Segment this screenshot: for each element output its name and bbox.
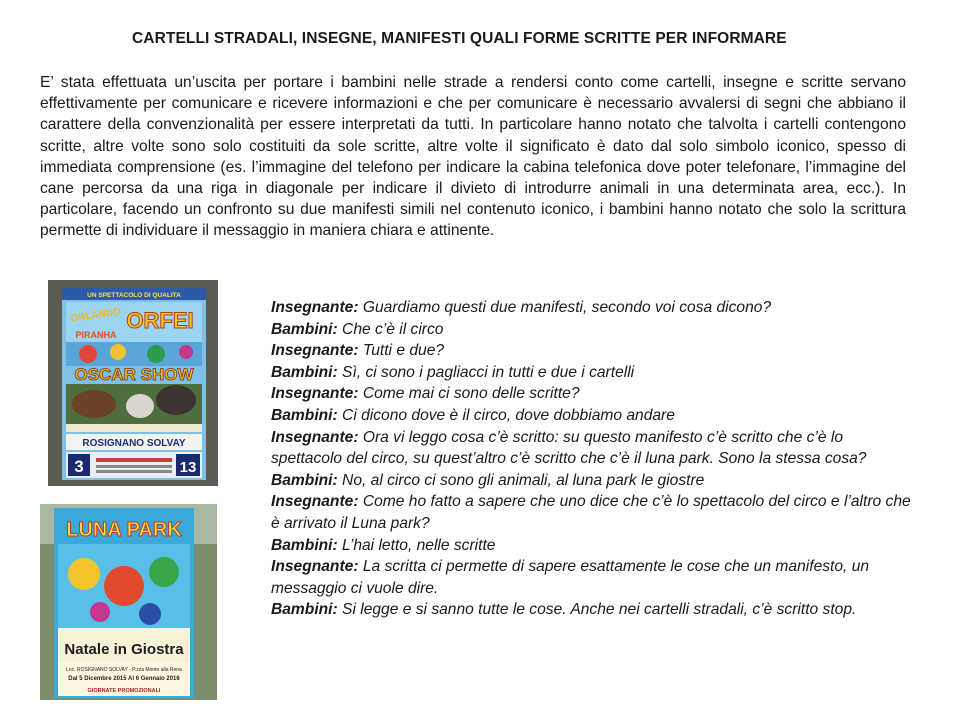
circus-day1: 3	[74, 457, 84, 476]
speaker: Insegnante:	[271, 493, 359, 511]
circus-top-text: UN SPETTACOLO DI QUALITA	[87, 292, 181, 299]
dialogue-line	[271, 297, 911, 319]
dialogue-line	[271, 535, 911, 557]
utterance: L’hai letto, nelle scritte	[337, 536, 496, 554]
dialogue-line	[271, 427, 911, 470]
dialogue-line	[271, 340, 911, 362]
circus-name3: PIRANHA	[75, 330, 117, 340]
speaker: Insegnante:	[271, 299, 359, 316]
dialogue-line	[271, 405, 911, 427]
speaker: Insegnante:	[271, 342, 359, 360]
utterance: La scritta ci permette di sapere esattamente le cose che un manifesto, un messaggio ci vuole dire.	[271, 558, 870, 597]
utterance: Si legge e si sanno tutte le cose. Anche nei cartelli stradali, c’è scritto stop.	[337, 601, 857, 619]
dialogue	[271, 297, 911, 621]
lunapark-event: Natale in Giostra	[64, 641, 184, 658]
circus-name2: ORFEI	[126, 308, 194, 333]
utterance: Guardiamo questi due manifesti, secondo voi cosa dicono?	[358, 299, 772, 316]
speaker: Bambini:	[271, 320, 338, 338]
speaker: Insegnante:	[271, 558, 359, 576]
utterance: No, al circo ci sono gli animali, al luna park le giostre	[337, 471, 705, 489]
utterance: Sì, ci sono i pagliacci in tutti e due i cartelli	[337, 363, 635, 381]
page-title: CARTELLI STRADALI, INSEGNE, MANIFESTI QUALI FORME SCRITTE PER INFORMARE	[132, 30, 787, 47]
utterance: Come ho fatto a sapere che uno dice che c’è lo spettacolo del circo e l’altro che è arrivato il Luna park?	[271, 493, 911, 532]
lunapark-poster-photo	[40, 504, 217, 700]
utterance: Tutti e due?	[358, 342, 445, 360]
utterance: Che c’è il circo	[337, 320, 444, 338]
utterance: Ci dicono dove è il circo, dove dobbiamo andare	[337, 406, 675, 424]
lunapark-place: Loc. ROSIGNANO SOLVAY - P.zza Monte alla Rena	[66, 667, 182, 673]
circus-place: ROSIGNANO SOLVAY	[82, 438, 186, 449]
speaker: Bambini:	[271, 363, 338, 381]
lunapark-name: LUNA PARK	[66, 519, 182, 541]
dialogue-line	[271, 556, 911, 599]
speaker: Bambini:	[271, 406, 338, 424]
utterance: Come mai ci sono delle scritte?	[358, 385, 580, 403]
circus-name1: ORLANDO	[69, 306, 122, 325]
intro-paragraph: E’ stata effettuata un’uscita per portare i bambini nelle strade a rendersi conto come cartelli, insegne e scritte servano effettivamente per comunicare e ricevere informazioni e che per comunicare è necessario avvalersi di segni che abbiano il carattere della convenzionalità per essere interpretati da tutti. In particolare hanno notato che talvolta i cartelli contengono scritte, altre volte sono solo costituiti da sole scritte, altre volte il significato è dato dal solo simbolo iconico, spesso di immediata comprensione (es. l’immagine del telefono per indicare la cabina telefonica dove poter telefonare, l’immagine del cane percorsa da una riga in diagonale per indicare il divieto di introdurre animali in una determinata area, ecc.). In particolare, facendo un confronto su due manifesti simili nel contenuto iconico, i bambini hanno notato che solo la scrittura permette di individuare il messaggio in maniera chiara e attinente.	[40, 74, 906, 240]
circus-name4: OSCAR SHOW	[74, 365, 194, 384]
lunapark-promo: GIORNATE PROMOZIONALI	[87, 688, 161, 694]
circus-day2: 13	[179, 459, 197, 476]
dialogue-line	[271, 599, 911, 621]
dialogue-line	[271, 319, 911, 341]
utterance: Ora vi leggo cosa c’è scritto: su questo manifesto c’è scritto che c’è lo spettacolo del circo, su quest’altro c’è scritto che c’è il luna park. Sono la stessa cosa?	[271, 428, 867, 468]
dialogue-line	[271, 362, 911, 384]
dialogue-line	[271, 491, 911, 534]
dialogue-line	[271, 470, 911, 492]
speaker: Bambini:	[271, 536, 338, 554]
speaker: Bambini:	[271, 471, 338, 489]
speaker: Insegnante:	[271, 385, 359, 403]
dialogue-line	[271, 383, 911, 405]
circus-poster-photo	[48, 280, 218, 486]
speaker: Bambini:	[271, 601, 338, 619]
lunapark-dates: Dal 5 Dicembre 2015 Al 6 Gennaio 2016	[68, 676, 180, 682]
speaker: Insegnante:	[271, 428, 359, 446]
